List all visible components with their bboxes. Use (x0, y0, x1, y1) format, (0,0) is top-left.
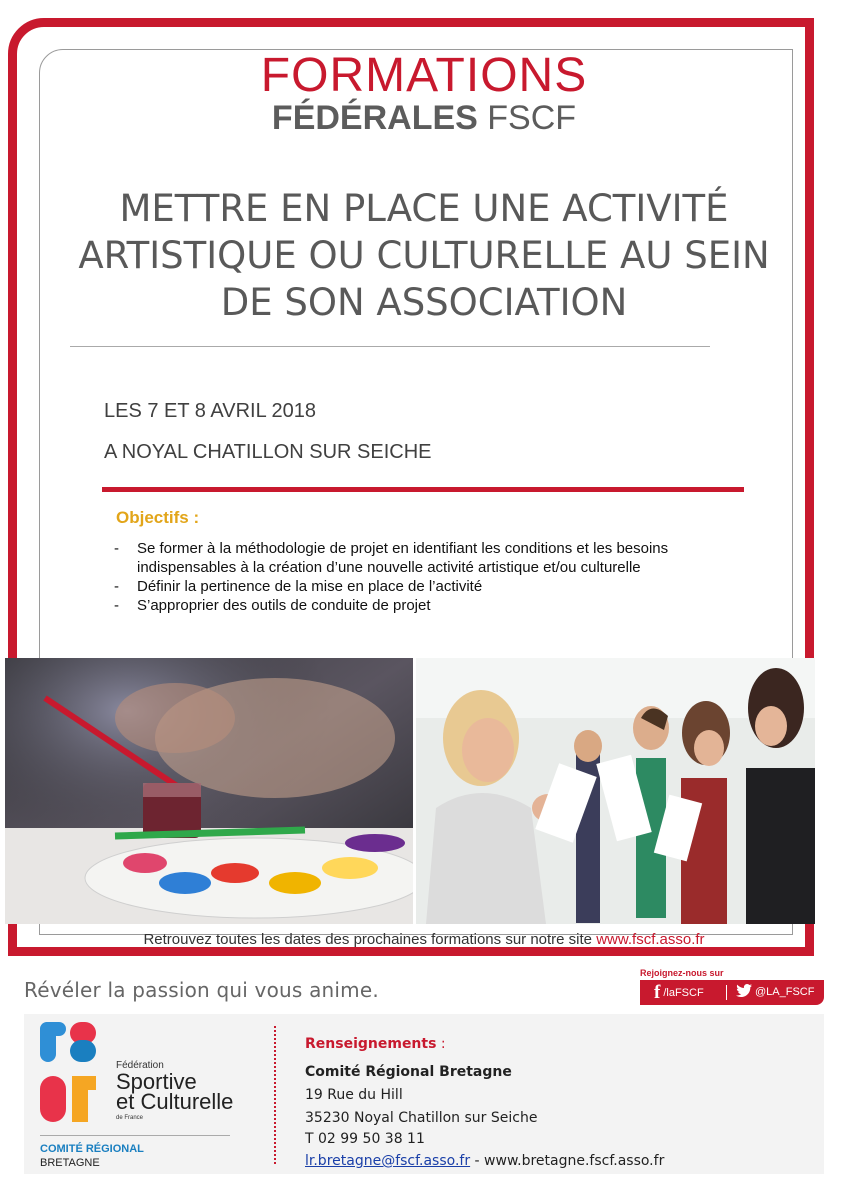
site-info-line (0, 931, 848, 948)
region-label: BRETAGNE (40, 1157, 100, 1169)
site-info-text: Retrouvez toutes les dates des prochaines formations sur notre site (143, 931, 597, 948)
website-text: - www.bretagne.fscf.asso.fr (470, 1153, 665, 1169)
objective-item: - S’approprier des outils de conduite de projet (110, 596, 750, 615)
federation-big2: et Culturelle (116, 1089, 234, 1114)
contact-heading-colon: : (436, 1036, 446, 1052)
brand-line2-rest: FSCF (477, 99, 577, 137)
logo-divider (40, 1135, 230, 1136)
photo-strip (5, 658, 815, 924)
objective-item: - Définir la pertinence de la mise en place de l’activité (110, 577, 750, 596)
event-place: A NOYAL CHATILLON SUR SEICHE (104, 441, 432, 463)
contact-name: Comité Régional Bretagne (305, 1064, 512, 1080)
federation-small: Fédération (116, 1060, 164, 1071)
brand-line2-bold: FÉDÉRALES (271, 99, 478, 137)
title-divider (70, 346, 710, 347)
objectives-heading: Objectifs : (116, 508, 200, 527)
federation-big1: Sportive (116, 1069, 197, 1094)
contact-phone: T 02 99 50 38 11 (305, 1131, 425, 1147)
dotted-separator (274, 1026, 276, 1164)
twitter-handle: @LA_FSCF (755, 986, 815, 998)
social-bar (640, 980, 824, 1005)
facebook-link[interactable] (654, 980, 704, 1006)
contact-address1: 19 Rue du Hill (305, 1087, 403, 1103)
objective-item: - Se former à la méthodologie de projet en identifiant les conditions et les besoins indispensables à la création d’une nouvelle activité artistique et/ou culturelle (110, 539, 750, 577)
page-title (40, 185, 808, 326)
painting-palette-photo (5, 658, 413, 924)
title-line1: METTRE EN PLACE UNE ACTIVITÉ (119, 187, 729, 230)
contact-address2: 35230 Noyal Chatillon sur Seiche (305, 1110, 538, 1126)
title-line3: DE SON ASSOCIATION (220, 281, 628, 324)
comite-label: COMITÉ RÉGIONAL (40, 1143, 144, 1155)
fscf-logo (38, 1018, 98, 1128)
choir-photo (416, 658, 815, 924)
red-divider (102, 487, 744, 492)
facebook-icon: f (654, 982, 661, 1003)
title-line2: ARTISTIQUE OU CULTURELLE AU SEIN (78, 234, 770, 277)
social-label: Rejoignez-nous sur (640, 968, 724, 978)
twitter-icon (736, 984, 752, 997)
federation-name (116, 1069, 234, 1114)
event-date: LES 7 ET 8 AVRIL 2018 (104, 400, 316, 422)
contact-heading-text: Renseignements (305, 1036, 437, 1052)
facebook-handle: /laFSCF (663, 987, 704, 999)
twitter-link[interactable] (736, 980, 814, 1005)
federation-france: de France (116, 1115, 144, 1121)
site-url-link[interactable]: www.fscf.asso.fr (596, 931, 705, 948)
objectives-list (110, 539, 750, 615)
email-link[interactable]: lr.bretagne@fscf.asso.fr (305, 1153, 471, 1169)
contact-heading (305, 1036, 446, 1052)
social-separator (726, 985, 727, 1000)
contact-email-line (305, 1153, 664, 1169)
brand-line1: FORMATIONS (260, 49, 588, 102)
brand-line2 (0, 98, 848, 138)
slogan: Révéler la passion qui vous anime. (24, 978, 379, 1002)
